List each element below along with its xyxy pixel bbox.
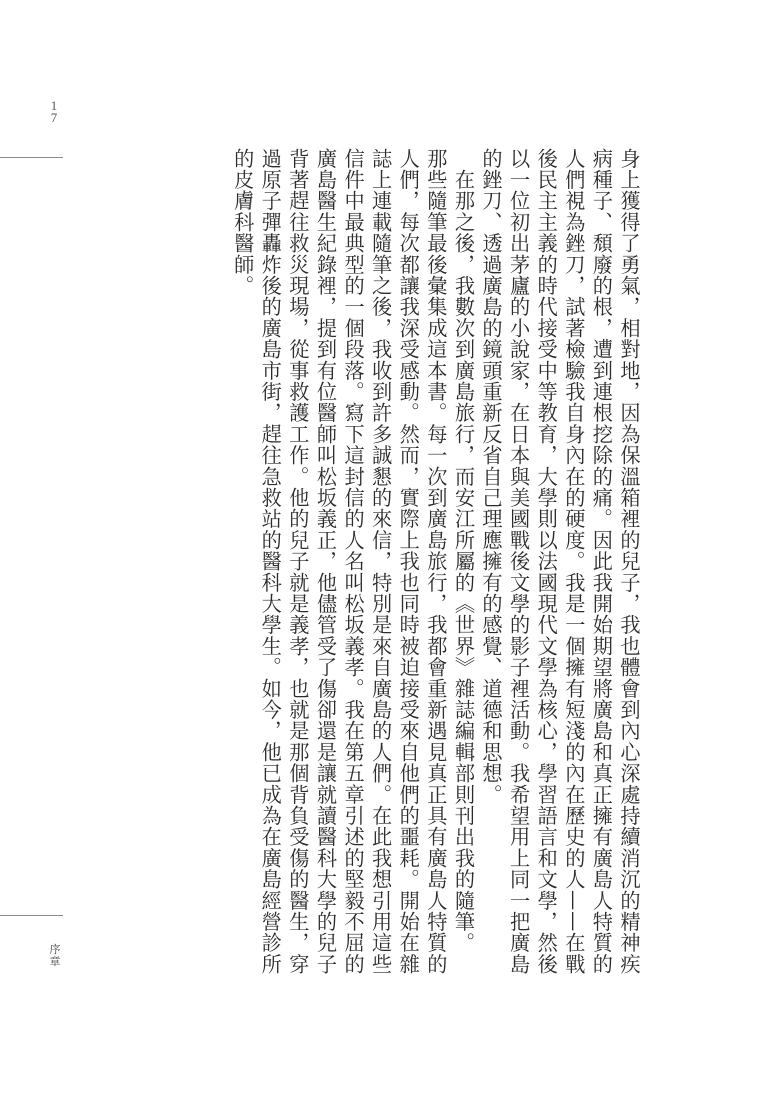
text-column: 過原子彈轟炸後的廣島市街，趕往急救站的醫科大學生。如今，他已成為在廣島經營診所	[258, 148, 283, 975]
bottom-margin-rule	[0, 915, 63, 916]
text-column: 人們視為銼刀，試著檢驗我自身內在的硬度。我是一個擁有短淺的內在歷史的人——在戰	[561, 148, 586, 975]
chapter-title-char: 序	[49, 943, 61, 956]
text-column: 廣島醫生紀錄裡，提到有位醫師叫松坂義正，他儘管受了傷卻還是讓就讀醫科大學的兒子	[313, 148, 338, 975]
text-column: 誌上連載隨筆之後，我收到許多誠懇的來信，特別是來自廣島的人們。在此我想引用這些	[368, 148, 393, 975]
text-column: 背著趕往救災現場，從事救護工作。他的兒子就是義孝，也就是那個背負受傷的醫生，穿	[285, 148, 310, 975]
page-number-digit: 7	[50, 110, 58, 125]
page-number-digit: 1	[50, 98, 58, 113]
text-column: 的皮膚科醫師。	[230, 148, 255, 297]
text-column: 後民主主義的時代接受中等教育，大學則以法國現代文學為核心，學習語言和文學，然後	[534, 148, 559, 975]
chapter-title-char: 章	[49, 955, 61, 968]
text-column: 人們，每次都讓我深受感動。然而，實際上我也同時被迫接受來自他們的噩耗。開始在雜	[396, 148, 421, 975]
text-column: 以一位初出茅廬的小說家，在日本與美國戰後文學的影子裡活動。我希望用上同一把廣島	[506, 148, 531, 975]
text-column: 那些隨筆最後彙集成這本書。每一次到廣島旅行，我都會重新遇見真正具有廣島人特質的	[423, 148, 448, 975]
text-column: 身上獲得了勇氣，相對地，因為保溫箱裡的兒子，我也體會到內心深處持續消沉的精神疾	[617, 148, 641, 975]
page-number	[48, 100, 60, 124]
text-column: 的銼刀、透過廣島的鏡頭重新反省自己理應擁有的感覺、道德和思想。	[479, 148, 504, 806]
running-chapter-title	[48, 944, 62, 968]
text-column: 在那之後，我數次到廣島旅行，而安江所屬的《世界》雜誌編輯部則刊出我的隨筆。	[451, 148, 476, 954]
vertical-body-text	[228, 148, 642, 975]
top-margin-rule	[0, 157, 63, 158]
text-column: 信件中最典型的一個段落。寫下這封信的人名叫松坂義孝。我在第五章引述的堅毅不屈的	[341, 148, 366, 975]
text-column: 病種子、頹廢的根，遭到連根挖除的痛。因此我開始期望將廣島和真正擁有廣島人特質的	[589, 148, 614, 975]
